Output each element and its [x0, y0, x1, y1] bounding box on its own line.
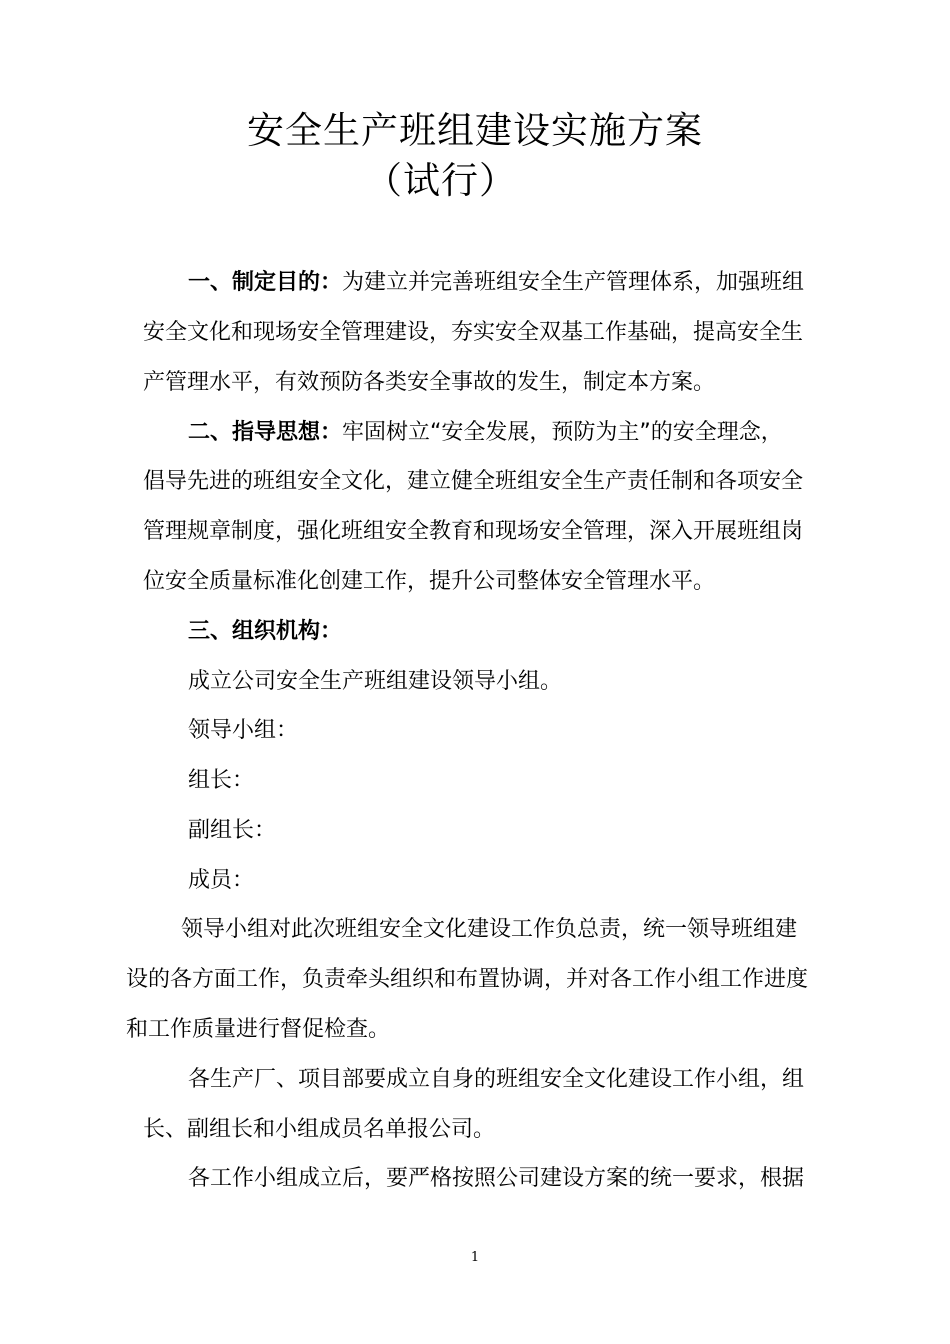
role-leader: 组长：: [188, 768, 255, 793]
paragraph-line: 安全文化和现场安全管理建设，夯实安全双基工作基础，提高安全生: [143, 320, 804, 345]
paragraph-line: 各生产厂、项目部要成立自身的班组安全文化建设工作小组，组: [188, 1067, 805, 1092]
section-heading-guidance: 二、指导思想：: [188, 420, 343, 445]
section-guidance-first-line: [188, 418, 783, 448]
organization-intro: 成立公司安全生产班组建设领导小组。: [188, 669, 563, 694]
document-title: 安全生产班组建设实施方案: [247, 109, 703, 152]
paragraph-line: 设的各方面工作，负责牵头组织和布置协调，并对各工作小组工作进度: [126, 967, 809, 992]
paragraph-line: 长、副组长和小组成员名单报公司。: [143, 1117, 496, 1142]
section-purpose-first-line: [188, 268, 804, 298]
paragraph-line: 管理规章制度，强化班组安全教育和现场安全管理，深入开展班组岗: [143, 519, 804, 544]
page-number: 1: [470, 1250, 480, 1265]
section-heading-organization: 三、组织机构：: [188, 619, 343, 644]
paragraph-line: 领导小组对此次班组安全文化建设工作负总责，统一领导班组建: [181, 917, 798, 942]
paragraph-line: 和工作质量进行督促检查。: [126, 1017, 391, 1042]
document-subtitle: （试行）: [365, 159, 517, 202]
paragraph-line: 为建立并完善班组安全生产管理体系，加强班组: [342, 270, 805, 295]
role-members: 成员：: [188, 868, 255, 893]
paragraph-line: 产管理水平，有效预防各类安全事故的发生，制定本方案。: [143, 370, 716, 395]
section-heading-purpose: 一、制定目的：: [188, 270, 343, 295]
role-leading-group: 领导小组：: [188, 718, 299, 743]
paragraph-line: 牢固树立“安全发展，预防为主”的安全理念，: [342, 420, 783, 445]
role-deputy-leader: 副组长：: [188, 818, 277, 843]
paragraph-line: 位安全质量标准化创建工作，提升公司整体安全管理水平。: [143, 569, 716, 594]
paragraph-line: 倡导先进的班组安全文化，建立健全班组安全生产责任制和各项安全: [143, 469, 804, 494]
paragraph-line: 各工作小组成立后，要严格按照公司建设方案的统一要求，根据: [188, 1166, 805, 1191]
